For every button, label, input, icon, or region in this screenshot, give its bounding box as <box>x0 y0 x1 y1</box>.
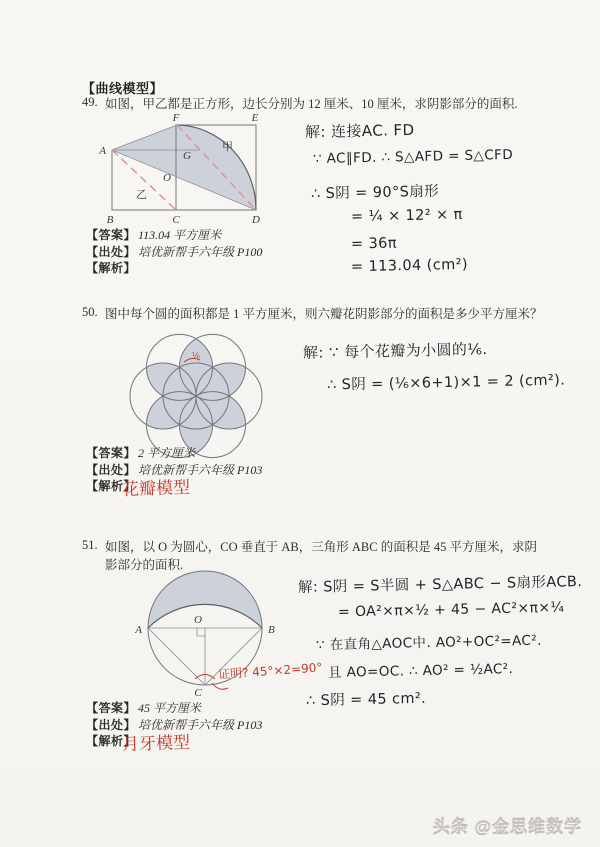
label-D: D <box>252 214 260 226</box>
red-note-proof: 证明? 45°×2=90° <box>217 660 323 682</box>
hw-51-line5: ∴ S阴 = 45 cm². <box>305 690 427 710</box>
source-label: 【出处】 <box>86 244 137 259</box>
source-value: 培优新帮手六年级 P103 <box>138 462 263 477</box>
section-header: 【曲线模型】 <box>82 81 164 96</box>
label-A: A <box>135 624 142 636</box>
analysis-line <box>86 260 262 277</box>
hw-49-line3: ∴ S阴 = 90°S扇形 <box>310 183 440 203</box>
hw-49-line4: = ¼ × 12² × π <box>350 206 463 226</box>
answer-value: 113.04 平方厘米 <box>138 228 222 242</box>
hw-50-line1: 解: ∵ 每个花瓣为小圆的⅙. <box>302 340 488 362</box>
problem-51-number: 51. <box>82 538 98 552</box>
label-O: O <box>194 614 202 626</box>
hw-51-line3: ∵ 在直角△AOC中. AO²+OC²=AC². <box>315 632 542 654</box>
hw-49-line2: ∵ AC∥FD. ∴ S△AFD = S△CFD <box>312 146 514 168</box>
problem-50-number: 50. <box>82 305 98 319</box>
source-value: 培优新帮手六年级 P100 <box>138 244 263 259</box>
answer-line <box>86 700 262 717</box>
label-C: C <box>194 687 202 699</box>
problem-49-statement: 如图，甲乙都是正方形，边长分别为 12 厘米、10 厘米，求阴影部分的面积. <box>105 97 518 111</box>
label-B: B <box>268 624 275 636</box>
figure-50-flower-diagram <box>126 332 266 462</box>
answer-value: 2 平方厘米 <box>138 446 196 460</box>
analysis-label: 【解析】 <box>86 734 137 748</box>
hw-51-line1: 解: S阴 = S半圆 + S△ABC − S扇形ACB. <box>297 574 583 596</box>
source-line <box>86 244 262 261</box>
label-C: C <box>172 214 180 226</box>
label-O: O <box>163 172 171 184</box>
label-jia: 甲 <box>222 141 233 153</box>
label-G: G <box>183 150 191 162</box>
answer-line <box>86 227 262 244</box>
analysis-label: 【解析】 <box>86 261 137 275</box>
watermark: 头条 @金思维数学 <box>432 818 582 837</box>
problem-49-number: 49. <box>82 95 98 109</box>
right-angle-mark <box>197 628 205 636</box>
figure-49-squares-diagram <box>98 110 273 227</box>
label-B: B <box>106 214 114 226</box>
answer-label: 【答案】 <box>86 446 137 460</box>
problem-50-statement: 图中每个圆的面积都是 1 平方厘米，则六瓣花阴影部分的面积是多少平方厘米？ <box>105 307 543 321</box>
label-F: F <box>172 112 180 124</box>
answer-label: 【答案】 <box>86 228 137 242</box>
red-note-petal-model: 花瓣模型 <box>121 477 191 501</box>
hw-49-line1: 解: 连接AC. FD <box>304 120 415 142</box>
label-A: A <box>99 145 106 157</box>
shaded-lune <box>148 571 262 628</box>
answer-line <box>86 445 262 462</box>
hw-49-line6: = 113.04 (cm²) <box>350 256 469 276</box>
shaded-region <box>112 125 256 210</box>
label-yi: 乙 <box>136 189 147 201</box>
problem-51-statement: 如图，以 O 为圆心，CO 垂直于 AB，三角形 ABC 的面积是 45 平方厘米，求阴影部分的面积. <box>105 540 537 572</box>
hw-51-line4: 且 AO=OC. ∴ AO² = ½AC². <box>327 661 514 681</box>
answer-block-49 <box>86 227 262 277</box>
answer-label: 【答案】 <box>86 701 137 715</box>
source-label: 【出处】 <box>86 462 137 477</box>
source-value: 培优新帮手六年级 P103 <box>138 717 263 732</box>
source-label: 【出处】 <box>86 717 137 732</box>
red-note-crescent-model: 月牙模型 <box>121 732 191 756</box>
hw-50-line2: ∴ S阴 = (⅙×6+1)×1 = 2 (cm²). <box>326 372 566 394</box>
hw-49-line5: = 36π <box>350 235 398 253</box>
answer-value: 45 平方厘米 <box>138 701 202 715</box>
red-fraction-note: ⅙ <box>192 351 200 360</box>
analysis-label: 【解析】 <box>86 479 137 493</box>
hw-51-line2: = OA²×π×½ + 45 − AC²×π×¼ <box>337 599 565 621</box>
label-E: E <box>251 112 259 124</box>
